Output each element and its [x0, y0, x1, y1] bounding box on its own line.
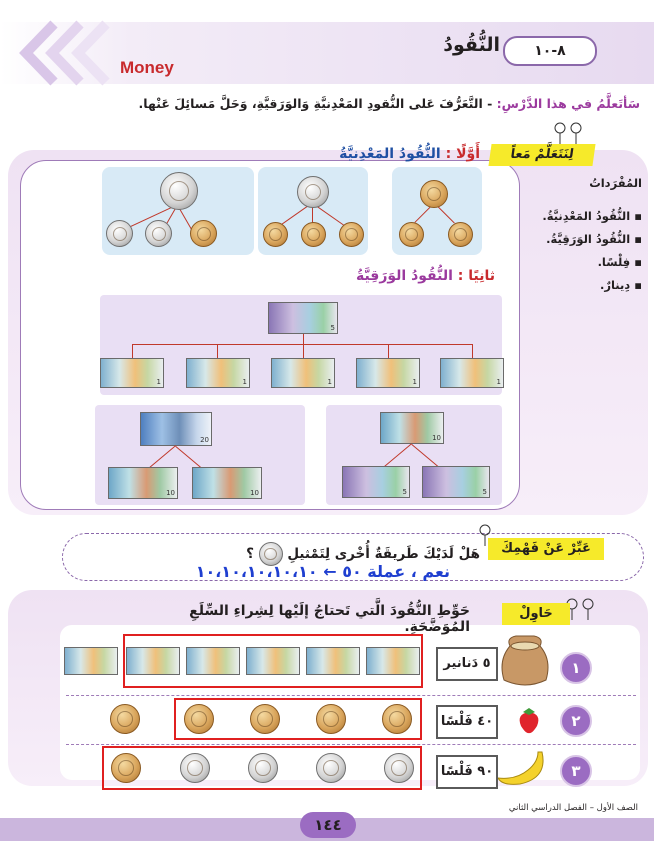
item-number-1: ١: [560, 652, 592, 684]
item-number-3: ٣: [560, 755, 592, 787]
banknote-1-dinar-icon[interactable]: [186, 647, 240, 675]
coin-5-fils-icon: [448, 222, 473, 247]
page-number: ١٤٤: [300, 812, 356, 838]
coin-20-fils-icon[interactable]: [248, 753, 278, 783]
banknotes-heading: [335, 268, 495, 284]
vocab-item: ▪ فِلْسًا.: [597, 255, 642, 269]
coin-20-fils-icon[interactable]: [180, 753, 210, 783]
lesson-title: النُّقُودُ: [443, 34, 500, 56]
banknote-1-dinar-icon[interactable]: [366, 647, 420, 675]
row-divider: [66, 695, 636, 696]
coins-heading: [330, 146, 480, 162]
tree-line: [217, 344, 218, 358]
tree-line: [388, 344, 389, 358]
price-90-fils: ٩٠ فَلْسًا: [436, 755, 498, 789]
vocab-item: ▪ النُّقُودُ الوَرَقِيَّةُ.: [546, 232, 642, 246]
banknote-1-dinar-icon: 1: [440, 358, 504, 388]
try-instruction: حَوِّطِ النُّقُودَ الَّتي تَحتاجُ إلَيْها لِشِراءِ السِّلَعِ المُوَضَّحَةِ.: [189, 603, 470, 635]
footer-semester: الصف الأول – الفصل الدراسي الثاني: [508, 803, 638, 813]
vocabulary-title: المُفْرَداتُ: [589, 176, 642, 190]
banknotes-title: النُّقُودُ الوَرَقِيَّةُ: [355, 268, 453, 284]
objective-label: سَأتَعلَّمُ في هذا الدَّرْسِ:: [496, 96, 640, 111]
objective-text: - التَّعَرُّفَ عَلى النُّقودِ المَعْدِنيَّةِ وَالوَرَقيَّةِ، وَحَلَّ مَسائِلَ عَنْها.: [138, 96, 493, 111]
vocab-item: ▪ النُّقُودُ المَعْدِنيَّةُ.: [542, 209, 642, 223]
try-tag: حَاوِلْ: [502, 603, 570, 625]
row-divider: [66, 744, 636, 745]
vocabulary-list: [540, 205, 642, 297]
tree-line: [132, 344, 133, 358]
coin-20-fils-icon[interactable]: [384, 753, 414, 783]
coin-20-fils-icon: [106, 220, 133, 247]
coin-10-fils-icon[interactable]: [250, 704, 280, 734]
tree-line: [303, 334, 304, 344]
lesson-objective: [138, 96, 640, 111]
coin-50-fils-icon: [160, 172, 198, 210]
price-5-dinar: ٥ دَنانير: [436, 647, 498, 681]
banknote-1-dinar-icon[interactable]: [246, 647, 300, 675]
tree-line: [303, 344, 304, 358]
handwritten-answer[interactable]: نعم ، عملة ٥٠ ← ١٠،١٠،١٠،١٠،١٠: [195, 562, 450, 581]
banknote-1-dinar-icon[interactable]: [306, 647, 360, 675]
lesson-number: ٨-١٠: [503, 36, 597, 66]
coin-10-fils-icon: [190, 220, 217, 247]
banknote-1-dinar-icon[interactable]: [64, 647, 118, 675]
coin-10-fils-icon[interactable]: [111, 753, 141, 783]
banknote-1-dinar-icon: 1: [186, 358, 250, 388]
banknote-1-dinar-icon[interactable]: [126, 647, 180, 675]
coin-10-fils-icon[interactable]: [110, 704, 140, 734]
strawberry-icon: [516, 706, 542, 734]
banknote-20-dinar-icon: 20: [140, 412, 212, 446]
banknote-10-dinar-icon: 10: [192, 467, 262, 499]
express-question: هَلْ لَدَيْكَ طَريقَةٌ أُخْرى لِتَمْثيلِ ؟: [150, 542, 480, 566]
coin-10-fils-icon: [420, 180, 448, 208]
first-label: أَوَّلًا :: [445, 146, 480, 162]
banknote-10-dinar-icon: 10: [380, 412, 444, 444]
banknote-1-dinar-icon: 1: [271, 358, 335, 388]
coin-20-fils-icon: [297, 176, 329, 208]
coin-10-fils-icon[interactable]: [316, 704, 346, 734]
sack-icon: [496, 630, 554, 690]
coin-20-fils-icon[interactable]: [316, 753, 346, 783]
coin-5-fils-icon: [399, 222, 424, 247]
coin-10-fils-icon[interactable]: [184, 704, 214, 734]
coin-10-fils-icon: [263, 222, 288, 247]
coin-10-fils-icon[interactable]: [382, 704, 412, 734]
tree-line: [472, 344, 473, 358]
chevron-decoration-icon: [14, 20, 124, 86]
banknote-10-dinar-icon: 10: [108, 467, 178, 499]
price-40-fils: ٤٠ فَلْسًا: [436, 705, 498, 739]
coin-20-fils-icon: [145, 220, 172, 247]
banknote-5-dinar-icon: 5: [422, 466, 490, 498]
banana-icon: [496, 748, 548, 788]
second-label: ثانِيًا :: [457, 268, 495, 284]
coin-5-fils-icon: [339, 222, 364, 247]
learn-together-tag: لِنَتَعَلَّمْ مَعاً: [488, 144, 595, 166]
coins-title: النُّقُودُ المَعْدِنيَّةُ: [339, 146, 441, 162]
tree-line: [132, 344, 472, 345]
banknote-1-dinar-icon: 1: [100, 358, 164, 388]
banknote-1-dinar-icon: 1: [356, 358, 420, 388]
english-title: Money: [120, 58, 174, 77]
banknote-5-dinar-icon: 5: [342, 466, 410, 498]
express-understanding-tag: عَبِّرْ عَنْ فَهْمِكَ: [488, 538, 604, 560]
coin-5-fils-icon: [301, 222, 326, 247]
vocab-item: ▪ دِينارٌ.: [599, 278, 642, 292]
item-number-2: ٢: [560, 705, 592, 737]
banknote-5-dinar-icon: 5: [268, 302, 338, 334]
